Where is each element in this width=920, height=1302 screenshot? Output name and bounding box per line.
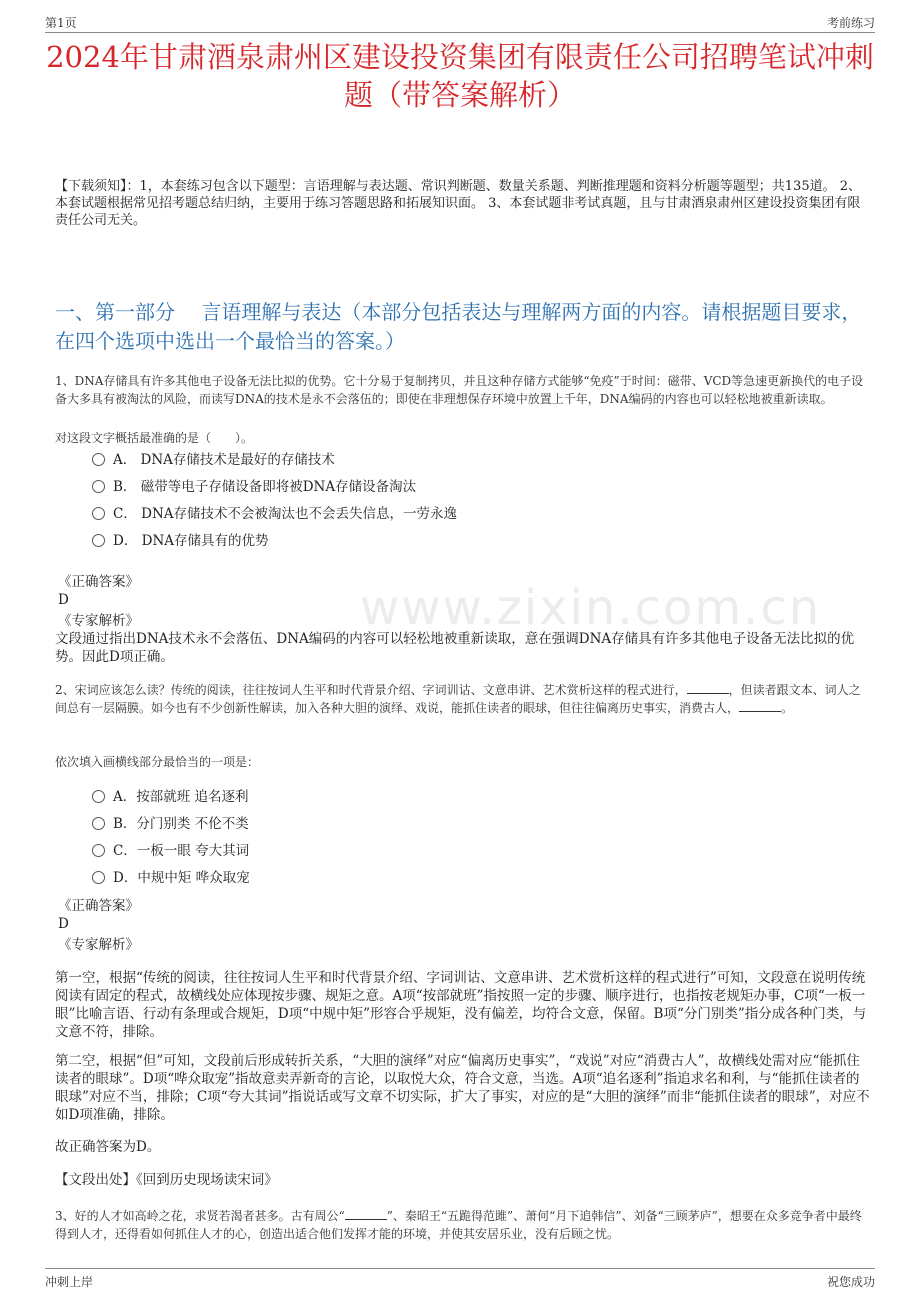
q1-option-d[interactable]: D． DNA存储具有的优势	[92, 532, 269, 550]
q2-analysis-p1: 第一空，根据“传统的阅读，往往按词人生平和时代背景介绍、字词训诂、文意串讲、艺术赏析这样的程式进行”可知，文段意在说明传统阅读有固定的程式，故横线处应体现按步骤、规矩之意。A项“按部就班”指按照一定的步骤、顺序进行，也指按老规矩办事，C项“一板一眼”比喻言语、行动有条理或合规矩，D项“中规中矩”形容合乎规矩，没有偏差，均符合文意，保留。B项“分门别类”指分成各种门类，与文意不符，排除。	[55, 970, 867, 1040]
footer-right: 祝您成功	[826, 1275, 875, 1289]
blank-line	[687, 681, 729, 694]
q1-analysis: 文段通过指出DNA技术永不会落伍、DNA编码的内容可以轻松地被重新读取，意在强调DNA存储具有许多其他电子设备无法比拟的优势。因此D项正确。	[55, 631, 855, 665]
download-notice: 【下载须知】：1，本套练习包含以下题型：言语理解与表达题、常识判断题、数量关系题、判断推理题和资料分析题等题型；共135道。 2、本套试题根据常见招考题总结归纳，主要用于练习答题思路和拓展知识面。 3、本套试题非考试真题，且与甘肃酒泉肃州区建设投资集团有限责任公司无关。	[55, 179, 861, 228]
q2-stem: 2、宋词应该怎么读？传统的阅读，往往按词人生平和时代背景介绍、字词训诂、文意串讲、艺术赏析这样的程式进行， ，但读者跟文本、词人之间总有一层隔膜。如今也有不少创新性解读，加入各种大胆的演绎、戏说，能抓住读者的眼球，但往往偏离历史事实，消费古人， 。	[55, 683, 861, 715]
q1-answer-label: 《正确答案》	[58, 574, 139, 590]
q2-option-d[interactable]: D．中规中矩 哗众取宠	[92, 869, 250, 887]
radio-icon[interactable]	[92, 844, 105, 857]
page-number: 第1页	[45, 16, 77, 30]
q2-analysis-p2: 第二空，根据“但”可知，文段前后形成转折关系，“大胆的演绎”对应“偏离历史事实”，“戏说”对应“消费古人”，故横线处需对应“能抓住读者的眼球”。D项“哗众取宠”指故意卖弄新奇的言论，以取悦大众，符合文意，当选。A项“追名逐利”指追求名和利，与“能抓住读者的眼球”对应不当，排除；C项“夸大其词”指说话或写文章不切实际，扩大了事实，对应的是“大胆的演绎”而非“能抓住读者的眼球”，对应不如D项准确，排除。	[55, 1053, 870, 1123]
q2-source: 【文段出处】《回到历史现场读宋词》	[55, 1172, 278, 1188]
q2-answer-label: 《正确答案》	[58, 898, 139, 914]
q2-option-a[interactable]: A．按部就班 追名逐利	[92, 788, 249, 806]
q1-analysis-label: 《专家解析》	[58, 613, 139, 629]
q1-answer: D	[58, 592, 69, 608]
section-title: 一、第一部分 言语理解与表达（本部分包括表达与理解两方面的内容。请根据题目要求，在四个选项中选出一个最恰当的答案。）	[55, 300, 862, 353]
q1-option-b[interactable]: B． 磁带等电子存储设备即将被DNA存储设备淘汰	[92, 478, 416, 496]
radio-icon[interactable]	[92, 534, 105, 547]
q1-stem: 1、DNA存储具有许多其他电子设备无法比拟的优势。它十分易于复制拷贝，并且这种存储方式能够“免疫”于时间：磁带、VCD等急速更新换代的电子设备大多具有被淘汰的风险，而读写DNA的技术是永不会落伍的；即使在非理想保存环境中放置上千年，DNA编码的内容也可以轻松地被重新读取。	[55, 374, 864, 406]
radio-icon[interactable]	[92, 480, 105, 493]
radio-icon[interactable]	[92, 507, 105, 520]
footer-left: 冲刺上岸	[45, 1275, 94, 1289]
q2-analysis-label: 《专家解析》	[58, 937, 139, 953]
page-header	[45, 14, 875, 33]
radio-icon[interactable]	[92, 453, 105, 466]
q2-option-b[interactable]: B．分门别类 不伦不类	[92, 815, 249, 833]
watermark: www.zixin.com.cn	[360, 580, 822, 636]
q2-answer: D	[58, 916, 69, 932]
q2-option-c[interactable]: C．一板一眼 夸大其词	[92, 842, 249, 860]
radio-icon[interactable]	[92, 817, 105, 830]
q1-option-a[interactable]: A． DNA存储技术是最好的存储技术	[92, 451, 335, 469]
blank-line	[739, 699, 781, 712]
radio-icon[interactable]	[92, 790, 105, 803]
header-label: 考前练习	[826, 16, 875, 30]
q2-ask: 依次填入画横线部分最恰当的一项是：	[55, 755, 260, 769]
q3-stem: 3、好的人才如高岭之花，求贤若渴者甚多。古有周公“ ”、秦昭王“五跪得范雎”、萧何“月下追韩信”、刘备“三顾茅庐”，想要在众多竞争者中最终得到人才，还得看如何抓住人才的心，创造出适合他们发挥才能的环境，并使其安居乐业，没有后顾之忧。	[55, 1209, 862, 1241]
q1-ask: 对这段文字概括最准确的是（ ）。	[55, 431, 254, 445]
blank-line	[345, 1207, 387, 1220]
page-footer	[45, 1268, 875, 1289]
q1-option-c[interactable]: C． DNA存储技术不会被淘汰也不会丢失信息，一劳永逸	[92, 505, 457, 523]
document-title: 2024年甘肃酒泉肃州区建设投资集团有限责任公司招聘笔试冲刺题（带答案解析）	[46, 40, 874, 112]
radio-icon[interactable]	[92, 871, 105, 884]
q2-analysis-p3: 故正确答案为D。	[55, 1139, 161, 1155]
